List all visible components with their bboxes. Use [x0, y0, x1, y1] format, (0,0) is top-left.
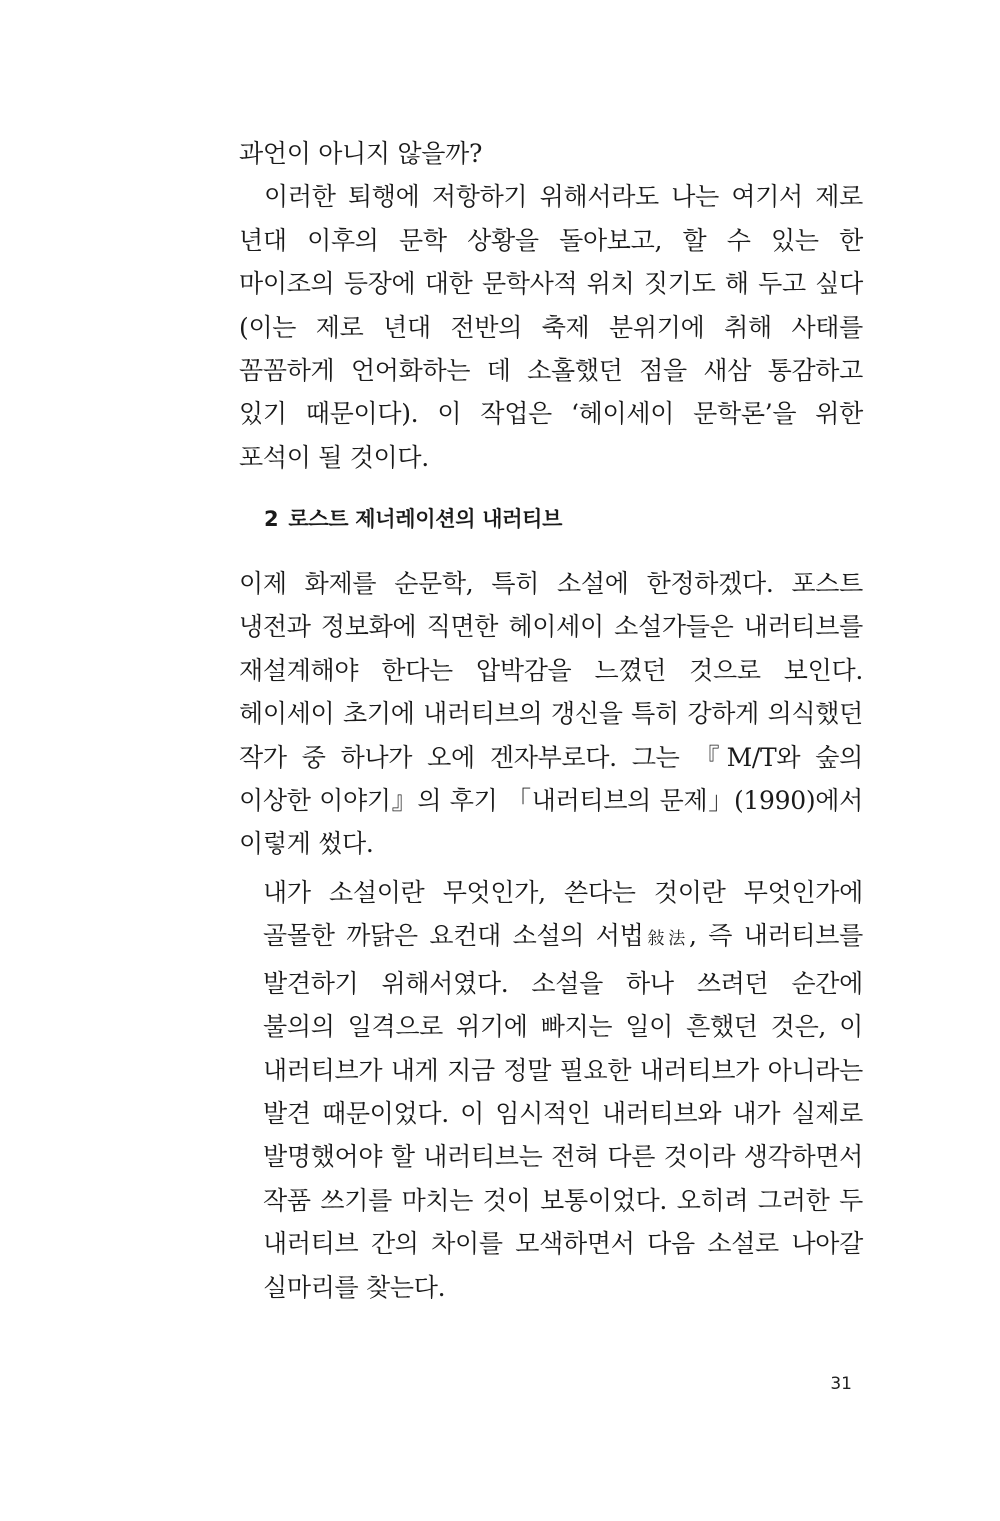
section-title: 로스트 제너레이션의 내러티브 [288, 507, 563, 531]
block-quote [263, 871, 863, 1309]
paragraph-narrative-intro: 이제 화제를 순문학, 특히 소설에 한정하겠다. 포스트 냉전과 정보화에 직면한 헤이세이 소설가들은 내러티브를 재설계해야 한다는 압박감을 느꼈던 것으로 보인다. 헤이세이 초기에 내러티브의 갱신을 특히 강하게 의식했던 작가 중 하나가 오에 겐자부로다. 그는 『M/T와 숲의 이상한 이야기』의 후기 「내러티브의 문제」(1990)에서 이렇게 썼다. [239, 569, 863, 859]
section-number: 2 [264, 507, 279, 531]
body-text-section [239, 562, 863, 866]
section-heading [264, 504, 562, 534]
body-text-top [239, 132, 863, 479]
quote-text-start: 내가 소설이란 무엇인가, 쓴다는 것이란 무엇인가에 골몰한 까닭은 요컨대 소설의 서법 [263, 878, 863, 951]
page-number: 31 [830, 1374, 852, 1394]
paragraph-continuation: 과언이 아니지 않을까? [239, 139, 483, 168]
quote-text-end: , 즉 내러티브를 발견하기 위해서였다. 소설을 하나 쓰려던 순간에 불의의 일격으로 위기에 빠지는 일이 흔했던 것은, 이 내러티브가 내게 지금 정말 필요한 내러티브가 아니라는 발견 때문이었다. 이 임시적인 내러티브와 내가 실제로 발명했어야 할 내러티브는 전혀 다른 것이라 생각하면서 작품 쓰기를 마치는 것이 보통이었다. 오히려 그러한 두 내러티브 간의 차이를 모색하면서 다음 소설로 나아갈 실마리를 찾는다. [263, 921, 863, 1302]
paragraph-regression: 이러한 퇴행에 저항하기 위해서라도 나는 여기서 제로 년대 이후의 문학 상황을 돌아보고, 할 수 있는 한 마이조의 등장에 대한 문학사적 위치 짓기도 해 두고 싶다(이는 제로 년대 전반의 축제 분위기에 취해 사태를 꼼꼼하게 언어화하는 데 소홀했던 점을 새삼 통감하고 있기 때문이다). 이 작업은 ‘헤이세이 문학론’을 위한 포석이 될 것이다. [239, 182, 863, 472]
quote-hanja: 敍法 [643, 929, 689, 950]
